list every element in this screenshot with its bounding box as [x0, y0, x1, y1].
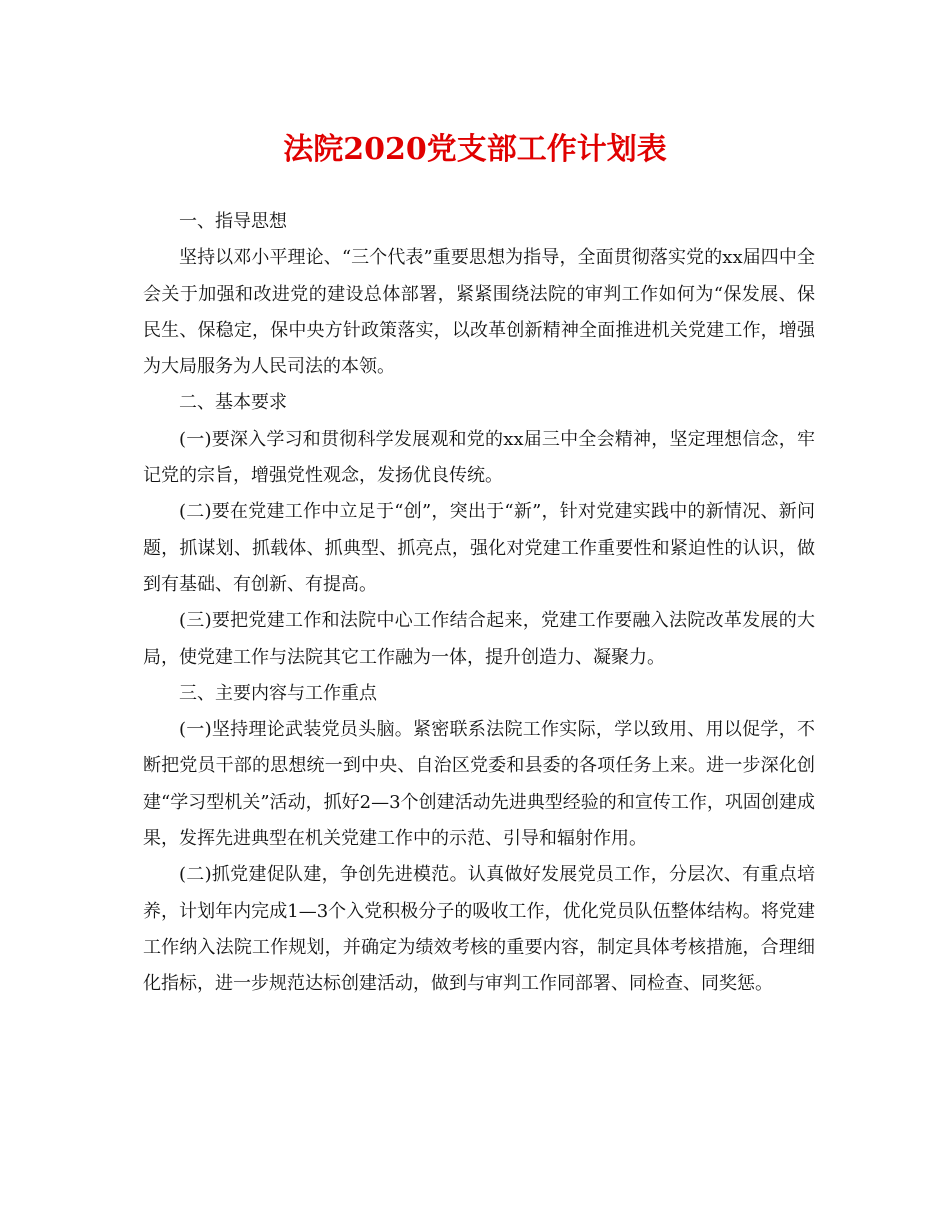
document-body [143, 204, 815, 1003]
section-heading-guiding-ideology: 一、指导思想 [179, 211, 287, 232]
section-heading-main-content: 三、主要内容与工作重点 [179, 682, 377, 704]
document-title: 法院2020党支部工作计划表 [283, 132, 667, 167]
paragraph-guiding-ideology: 坚持以邓小平理论、“三个代表”重要思想为指导，全面贯彻落实党的xx届四中全会关于加强和改进党的建设总体部署，紧紧围绕法院的审判工作如何为“保发展、保民生、保稳定，保中央方针政策落实，以改革创新精神全面推进机关党建工作，增强为大局服务为人民司法的本领。 [143, 247, 815, 378]
paragraph-content-1: (一)坚持理论武装党员头脑。紧密联系法院工作实际，学以致用、用以促学，不断把党员干部的思想统一到中央、自治区党委和县委的各项任务上来。进一步深化创建“学习型机关”活动，抓好2—3个创建活动先进典型经验的和宣传工作，巩固创建成果，发挥先进典型在机关党建工作中的示范、引导和辐射作用。 [143, 719, 815, 850]
paragraph-requirement-1: (一)要深入学习和贯彻科学发展观和党的xx届三中全会精神，坚定理想信念，牢记党的宗旨，增强党性观念，发扬优良传统。 [143, 428, 815, 487]
section-heading-basic-requirements: 二、基本要求 [179, 392, 287, 414]
paragraph-content-2: (二)抓党建促队建，争创先进模范。认真做好发展党员工作，分层次、有重点培养，计划年内完成1—3个入党积极分子的吸收工作，优化党员队伍整体结构。将党建工作纳入法院工作规划，并确定为绩效考核的重要内容，制定具体考核措施，合理细化指标，进一步规范达标创建活动，做到与审判工作同部署、同检查、同奖惩。 [143, 864, 815, 995]
paragraph-requirement-2: (二)要在党建工作中立足于“创”，突出于“新”，针对党建实践中的新情况、新问题，抓谋划、抓载体、抓典型、抓亮点，强化对党建工作重要性和紧迫性的认识，做到有基础、有创新、有提高。 [143, 501, 815, 595]
paragraph-requirement-3: (三)要把党建工作和法院中心工作结合起来，党建工作要融入法院改革发展的大局，使党建工作与法院其它工作融为一体，提升创造力、凝聚力。 [143, 610, 815, 668]
